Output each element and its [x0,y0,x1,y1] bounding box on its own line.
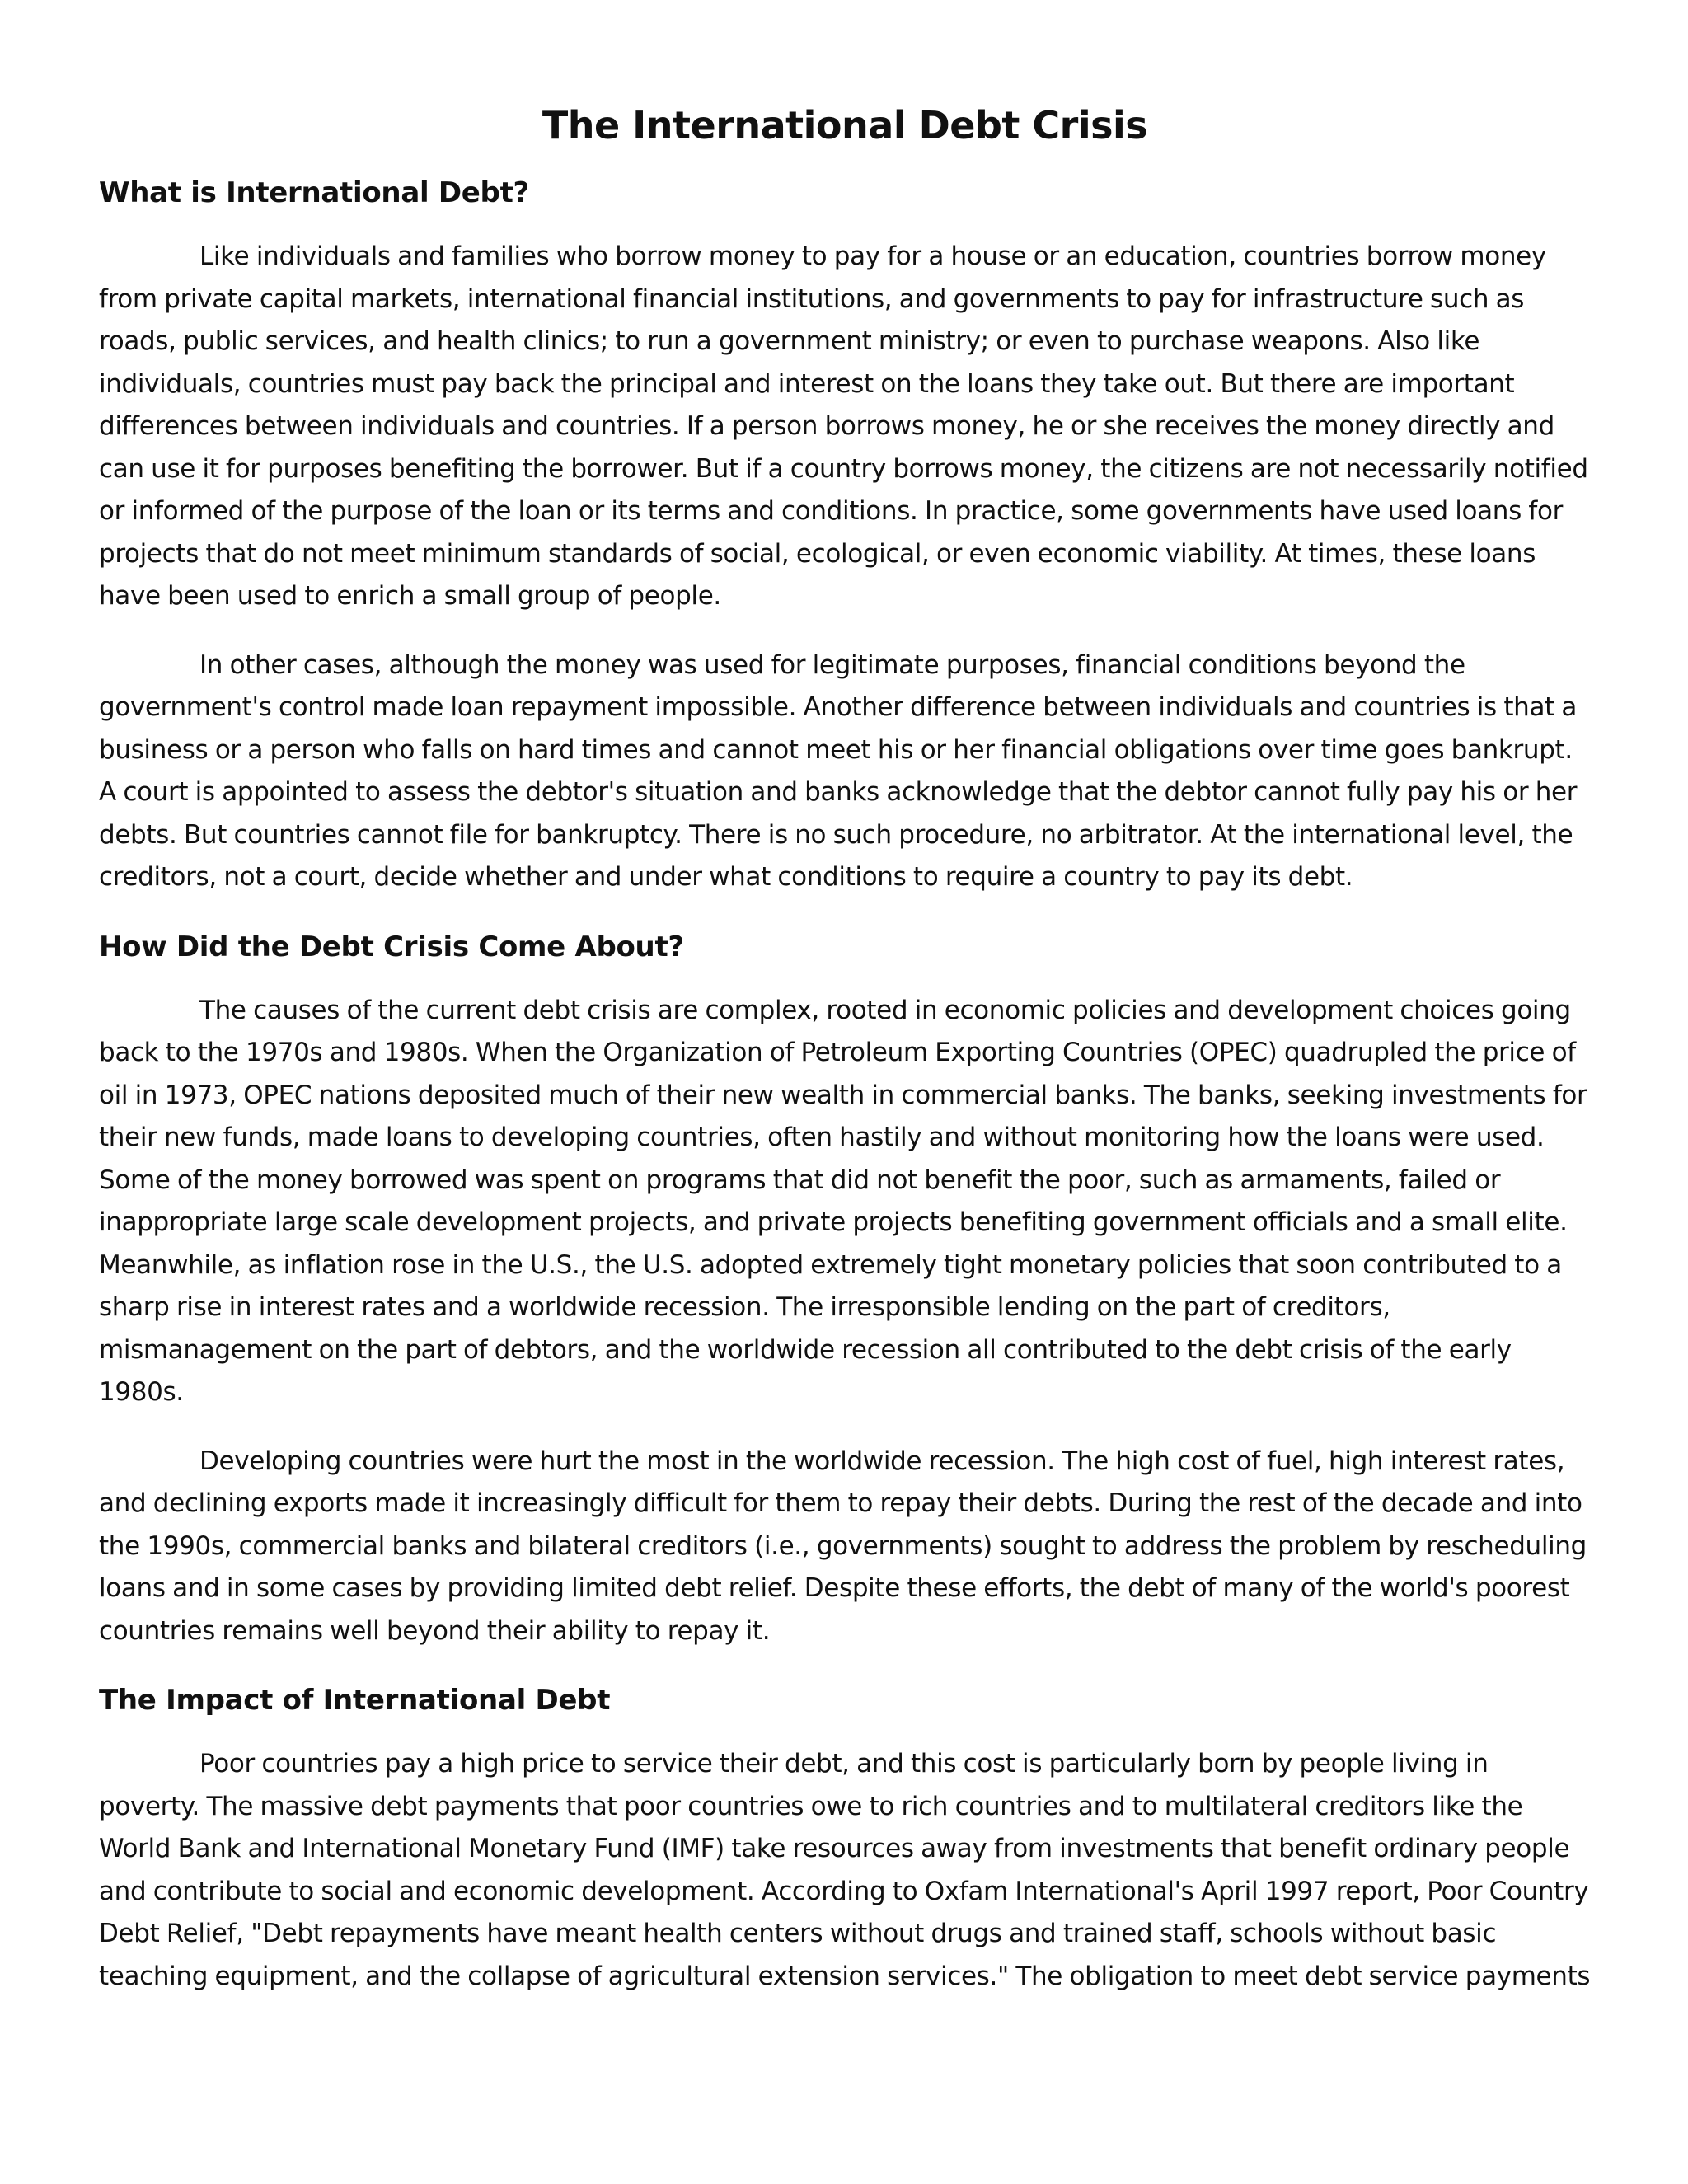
paragraph: The causes of the current debt crisis are complex, rooted in economic policies and development choices going back to the 1970s and 1980s. When the Organization of Petroleum Exporting Countries (OPEC) quadrupled the price of oil in 1973, OPEC nations deposited much of their new wealth in commercial banks. The banks, seeking investments for their new funds, made loans to developing countries, often hastily and without monitoring how the loans were used. Some of the money borrowed was spent on programs that did not benefit the poor, such as armaments, failed or inappropriate large scale development projects, and private projects benefiting government officials and a small elite. Meanwhile, as inflation rose in the U.S., the U.S. adopted extremely tight monetary policies that soon contributed to a sharp rise in interest rates and a worldwide recession. The irresponsible lending on the part of creditors, mismanagement on the part of debtors, and the worldwide recession all contributed to the debt crisis of the early 1980s. [99,995,1587,1407]
section-heading: The Impact of International Debt [99,1684,611,1717]
paragraph: Developing countries were hurt the most in the worldwide recession. The high cost of fuel, high interest rates, and declining exports made it increasingly difficult for them to repay their debts. During the rest of the decade and into the 1990s, commercial banks and bilateral creditors (i.e., governments) sought to address the problem by rescheduling loans and in some cases by providing limited debt relief. Despite these efforts, the debt of many of the world's poorest countries remains well beyond their ability to repay it. [99,1446,1587,1646]
document-page [99,99,1591,1998]
section-heading: What is International Debt? [99,176,529,209]
section-how-did-crisis-come-about [99,926,1591,1653]
paragraph: Like individuals and families who borrow money to pay for a house or an education, countries borrow money from private capital markets, international financial institutions, and governments to pay for infrastructure such as roads, public services, and health clinics; to run a government ministry; or even to purchase weapons. Also like individuals, countries must pay back the principal and interest on the loans they take out. But there are important differences between individuals and countries. If a person borrows money, he or she receives the money directly and can use it for purposes benefiting the borrower. But if a country borrows money, the citizens are not necessarily notified or informed of the purpose of the loan or its terms and conditions. In practice, some governments have used loans for projects that do not meet minimum standards of social, ecological, or even economic viability. At times, these loans have been used to enrich a small group of people. [99,241,1588,611]
section-impact-of-international-debt [99,1679,1591,1998]
section-what-is-international-debt [99,171,1591,899]
paragraph: In other cases, although the money was used for legitimate purposes, financial conditions beyond the government's control made loan repayment impossible. Another difference between individuals and countries is that a business or a person who falls on hard times and cannot meet his or her financial obligations over time goes bankrupt. A court is appointed to assess the debtor's situation and banks acknowledge that the debtor cannot fully pay his or her debts. But countries cannot file for bankruptcy. There is no such procedure, no arbitrator. At the international level, the creditors, not a court, decide whether and under what conditions to require a country to pay its debt. [99,649,1578,892]
document-title: The International Debt Crisis [542,103,1148,148]
paragraph: Poor countries pay a high price to service their debt, and this cost is particularly born by people living in poverty. The massive debt payments that poor countries owe to rich countries and to multilateral creditors like the World Bank and International Monetary Fund (IMF) take resources away from investments that benefit ordinary people and contribute to social and economic development. According to Oxfam International's April 1997 report, Poor Country Debt Relief, "Debt repayments have meant health centers without drugs and trained staff, schools without basic teaching equipment, and the collapse of agricultural extension services." The obligation to meet debt service payments [99,1749,1591,1991]
section-heading: How Did the Debt Crisis Come About? [99,930,684,963]
